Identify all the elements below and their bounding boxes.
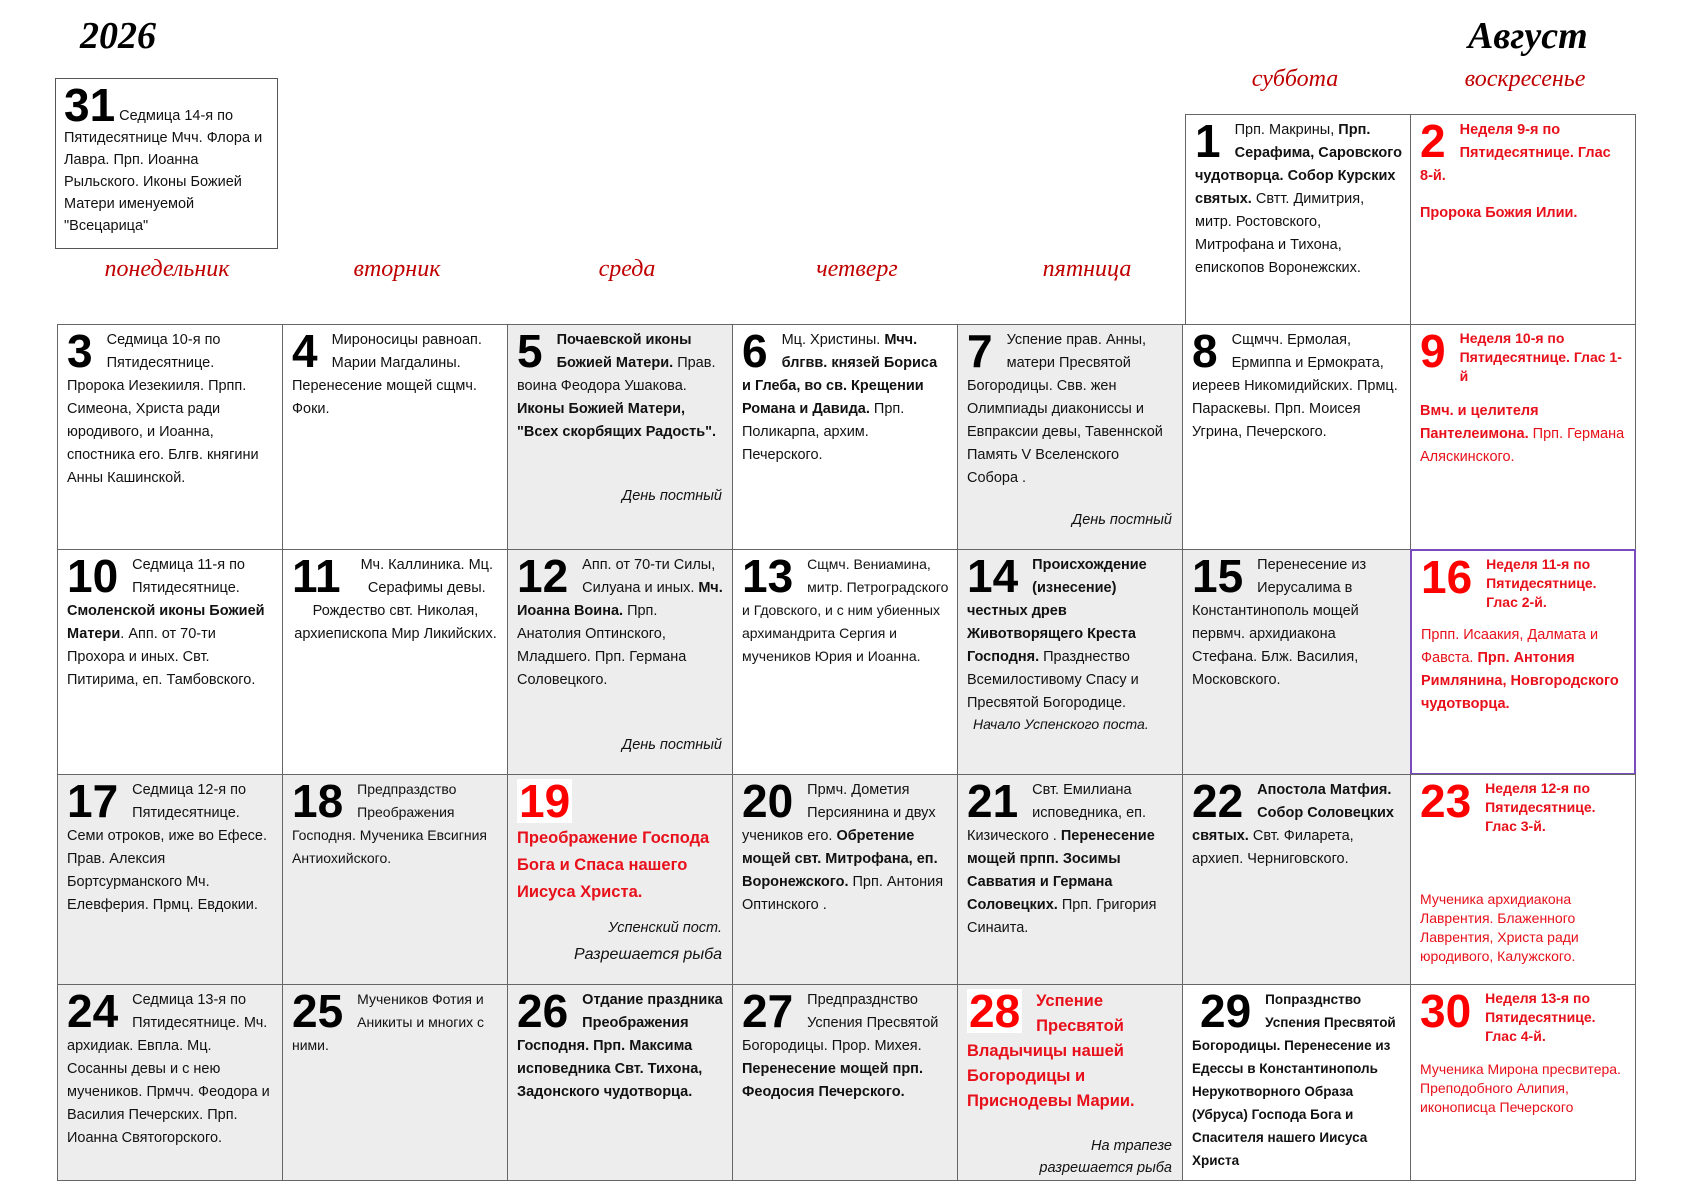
prev-month-day-31: [55, 78, 278, 249]
day-number: 31: [64, 79, 116, 131]
day-number: 2: [1420, 115, 1446, 167]
day-cell-3: [57, 324, 283, 550]
day-text-bold: Попразднство Успения Пресвятой Богородицы. Перенесение из Едессы в Константинополь Нерукотворного Образа (Убруса) Господа Бога и Спасителя нашего Иисуса Христа: [1192, 992, 1396, 1168]
day-cell-14: [957, 549, 1183, 775]
day-cell-7: [957, 324, 1183, 550]
day-text: Прп. Макрины,: [1234, 122, 1339, 138]
day-cell-8: [1182, 324, 1411, 550]
day-text: Мироносицы равноап. Марии Магдалины. Перенесение мощей сщмч. Фоки.: [292, 332, 482, 417]
day-text: Мучеников Фотия и Аникиты и многих с ними.: [292, 991, 485, 1053]
day-text-bold: Мчч. блгвв. князей Бориса и Глеба, во св. Крещении Романа и Давида.: [742, 332, 938, 417]
day-number: 16: [1421, 551, 1473, 603]
day-text: Седмица 12-я по Пятидесятнице. Семи отроков, иже во Ефесе. Прав. Алексия Бортсурманского Мч. Елевферия. Прмц. Евдокии.: [67, 782, 268, 913]
day-number: 1: [1195, 115, 1221, 167]
day-number: 21: [967, 775, 1019, 827]
day-number: 5: [517, 325, 543, 377]
day-text: Прп. Анатолия Оптинского, Младшего. Прп. Германа Соловецкого.: [517, 603, 687, 688]
day-text: Апп. от 70-ти Силы, Силуана и иных.: [582, 557, 716, 596]
day-cell-12: [507, 549, 733, 775]
day-text: Предпраздство Преображения Господня. Мученика Евсигния Антиохийского.: [292, 781, 487, 866]
weekday-thu: четверг: [816, 256, 898, 282]
day-text-bold: Мч. Иоанна Воина.: [517, 580, 723, 619]
day-text: Седмица 14-я по Пятидесятнице Мчч. Флора и Лавра. Прп. Иоанна Рыльского. Иконы Божией Матери именуемой "Всецарица": [64, 108, 263, 234]
month-label: Август: [1468, 15, 1588, 57]
weekday-mon: понедельник: [104, 256, 230, 282]
day-number: 4: [292, 325, 318, 377]
day-text: Свтт. Димитрия, митр. Ростовского, Митрофана и Тихона, епископов Воронежских.: [1195, 191, 1365, 276]
day-text-red-bold: Прп. Антония Римлянина, Новгородского чудотворца.: [1421, 650, 1619, 712]
day-text-bold: Смоленской иконы Божией Матери: [67, 603, 265, 642]
day-text-bold: Обретение мощей свт. Митрофана, еп. Воронежского.: [742, 828, 938, 890]
day-text: Прав. воина Феодора Ушакова.: [517, 355, 716, 394]
day-text: Прп. Антония Оптинского .: [742, 874, 944, 913]
fasting-note: Успенский пост.: [608, 920, 722, 936]
day-number: 23: [1420, 775, 1472, 827]
day-text: Сщмчч. Ермолая, Ермиппа и Ермократа, иереев Никомидийских. Прмц. Параскевы. Прп. Моисея Угрина, Печерского.: [1192, 332, 1398, 440]
day-text-bold: Иконы Божией Матери, "Всех скорбящих Радость".: [517, 401, 717, 440]
day-number: 29: [1200, 985, 1252, 1037]
day-text-bold: Апостола Матфия. Собор Соловецких святых.: [1192, 782, 1394, 844]
day-text: . Апп. от 70-ти Прохора и иных. Свт. Питирима, еп. Тамбовского.: [67, 626, 256, 688]
day-cell-24: [57, 984, 283, 1181]
day-cell-11: [282, 549, 508, 775]
day-number: 7: [967, 325, 993, 377]
day-number: 6: [742, 325, 768, 377]
weekday-fri: пятница: [1042, 256, 1132, 282]
day-text: Прп. Григория Синаита.: [967, 897, 1157, 936]
day-cell-5: [507, 324, 733, 550]
day-text: Предпразднство Успения Пресвятой Богородицы. Прор. Михея.: [742, 992, 939, 1054]
day-text-bold: Происхождение (изнесение) честных древ Животворящего Креста Господня.: [967, 557, 1147, 665]
day-text-red: Мученика архидиакона Лаврентия. Блаженного Лаврентия, Христа ради юродивого, Калужского.: [1420, 891, 1579, 964]
day-cell-16: [1410, 549, 1636, 775]
weekday-sat: суббота: [1251, 66, 1339, 92]
day-text: Седмица 11-я по Пятидесятнице.: [132, 557, 245, 596]
fasting-note: Разрешается рыба: [573, 946, 722, 963]
day-cell-15: [1182, 549, 1411, 775]
day-number: 20: [742, 775, 794, 827]
day-text-red: Неделя 11-я по Пятидесятнице. Глас 2-й.: [1486, 556, 1597, 610]
day-text: Сщмч. Вениамина, митр. Петроградского и Гдовского, и с ним убиенных архимандрита Сергия и мучеников Юрия и Иоанна.: [742, 556, 949, 664]
day-number: 10: [67, 550, 119, 602]
day-number: 9: [1420, 325, 1446, 377]
day-text-red: Неделя 9-я по Пятидесятнице. Глас 8-й.: [1420, 122, 1611, 184]
day-text: Перенесение из Иерусалима в Константинополь мощей первмч. архидиакона Стефана. Блж. Василия, Московского.: [1192, 557, 1367, 688]
day-text-bold: Отдание праздника Преображения Господня. Прп. Максима исповедника Свт. Тихона, Задонского чудотворца.: [517, 992, 723, 1100]
day-text-red: Пророка Божия Илии.: [1420, 205, 1578, 221]
day-text: Прп. Поликарпа, архим. Печерского.: [742, 401, 905, 463]
day-cell-23: [1410, 774, 1636, 985]
day-text-red: Прп. Германа Аляскинского.: [1420, 426, 1625, 465]
day-text-bold: Почаевской иконы Божией Матери.: [556, 332, 692, 371]
day-number: 27: [742, 985, 794, 1037]
day-cell-2: [1410, 114, 1636, 325]
day-cell-4: [282, 324, 508, 550]
day-cell-9: [1410, 324, 1636, 550]
day-cell-29: [1182, 984, 1411, 1181]
day-cell-27: [732, 984, 958, 1181]
day-cell-1: [1185, 114, 1411, 325]
day-cell-19: [507, 774, 733, 985]
weekday-wed: среда: [598, 256, 656, 282]
day-number: 30: [1420, 985, 1472, 1037]
day-text-red-bold: Преображение Господа Бога и Спаса нашего Иисуса Христа.: [517, 829, 710, 901]
day-text: Прмч. Дометия Персиянина и двух учеников его.: [742, 782, 936, 844]
day-cell-6: [732, 324, 958, 550]
day-cell-26: [507, 984, 733, 1181]
day-text-red: Неделя 10-я по Пятидесятнице. Глас 1-й: [1459, 330, 1622, 384]
day-text-red: Неделя 12-я по Пятидесятнице. Глас 3-й.: [1485, 780, 1596, 834]
day-text-red: Неделя 13-я по Пятидесятнице. Глас 4-й.: [1485, 990, 1596, 1044]
day-number: 3: [67, 325, 93, 377]
day-text-red-bold: Успение Пресвятой Владычицы нашей Богородицы и Приснодевы Марии.: [967, 992, 1135, 1110]
year-label: 2026: [80, 15, 156, 57]
fasting-note: День постный: [622, 488, 722, 504]
day-text: Празднество Всемилостивому Спасу и Пресвятой Богородице.: [967, 649, 1139, 711]
day-cell-13: [732, 549, 958, 775]
day-text-red: Мученика Мирона пресвитера. Преподобного Алипия, иконописца Печерского: [1420, 1061, 1621, 1115]
day-cell-10: [57, 549, 283, 775]
day-text-red: Прпп. Исаакия, Далмата и Фавста.: [1421, 627, 1599, 666]
day-text: Свт. Емилиана исповедника, еп. Кизического .: [967, 782, 1147, 844]
day-number: 14: [967, 550, 1019, 602]
fasting-note: На трапезе: [1091, 1138, 1172, 1154]
day-number: 17: [67, 775, 119, 827]
day-text: Успение прав. Анны, матери Пресвятой Богородицы. Свв. жен Олимпиады диакониссы и Евпраксии девы, Тавеннской Память V Вселенского Собора .: [967, 332, 1163, 486]
day-cell-17: [57, 774, 283, 985]
day-number: 13: [742, 550, 794, 602]
day-text-red-bold: Вмч. и целителя Пантелеимона.: [1420, 403, 1539, 442]
fasting-note: разрешается рыба: [1039, 1160, 1172, 1176]
day-number: 28: [969, 985, 1021, 1037]
day-text: Мч. Каллиника. Мц. Серафимы девы. Рождество свт. Николая, архиепископа Мир Ликийских.: [294, 557, 497, 642]
day-number: 15: [1192, 550, 1244, 602]
day-number: 8: [1192, 325, 1218, 377]
day-number: 25: [292, 985, 344, 1037]
day-cell-18: [282, 774, 508, 985]
day-cell-20: [732, 774, 958, 985]
day-number: 11: [292, 550, 341, 602]
weekday-tue: вторник: [353, 256, 441, 282]
day-number: 18: [292, 775, 344, 827]
day-text-bold: Перенесение мощей прпп. Зосимы Савватия и Германа Соловецких.: [967, 828, 1155, 913]
day-text: Свт. Филарета, архиеп. Черниговского.: [1192, 828, 1354, 867]
weekday-sun: воскресенье: [1464, 66, 1586, 92]
day-number: 12: [517, 550, 569, 602]
day-cell-25: [282, 984, 508, 1181]
day-text-bold: Прп. Серафима, Саровского чудотворца. Собор Курских святых.: [1195, 122, 1402, 207]
day-cell-21: [957, 774, 1183, 985]
fasting-note: День постный: [1072, 512, 1172, 528]
day-cell-30: [1410, 984, 1636, 1181]
day-text-bold: Перенесение мощей прп. Феодосия Печерского.: [742, 1061, 923, 1100]
day-text: Седмица 13-я по Пятидесятнице. Мч. архидиак. Евпла. Мц. Сосанны девы и с нею мучеников. Прмчч. Феодора и Василия Печерских. Прп. Иоанна Святогорского.: [67, 992, 270, 1146]
day-text: Мц. Христины.: [781, 332, 885, 348]
day-cell-28: [957, 984, 1183, 1181]
day-number: 19: [519, 775, 571, 827]
day-number: 22: [1192, 775, 1244, 827]
day-cell-22: [1182, 774, 1411, 985]
day-number: 24: [67, 985, 119, 1037]
day-number: 26: [517, 985, 569, 1037]
fasting-note: День постный: [622, 737, 722, 753]
day-text: Седмица 10-я по Пятидесятнице. Пророка Иезекииля. Прпп. Симеона, Христа ради юродивого, и Иоанна, спостника его. Блгв. княгини Анны Кашинской.: [67, 332, 259, 486]
fasting-note: Начало Успенского поста.: [973, 716, 1149, 732]
